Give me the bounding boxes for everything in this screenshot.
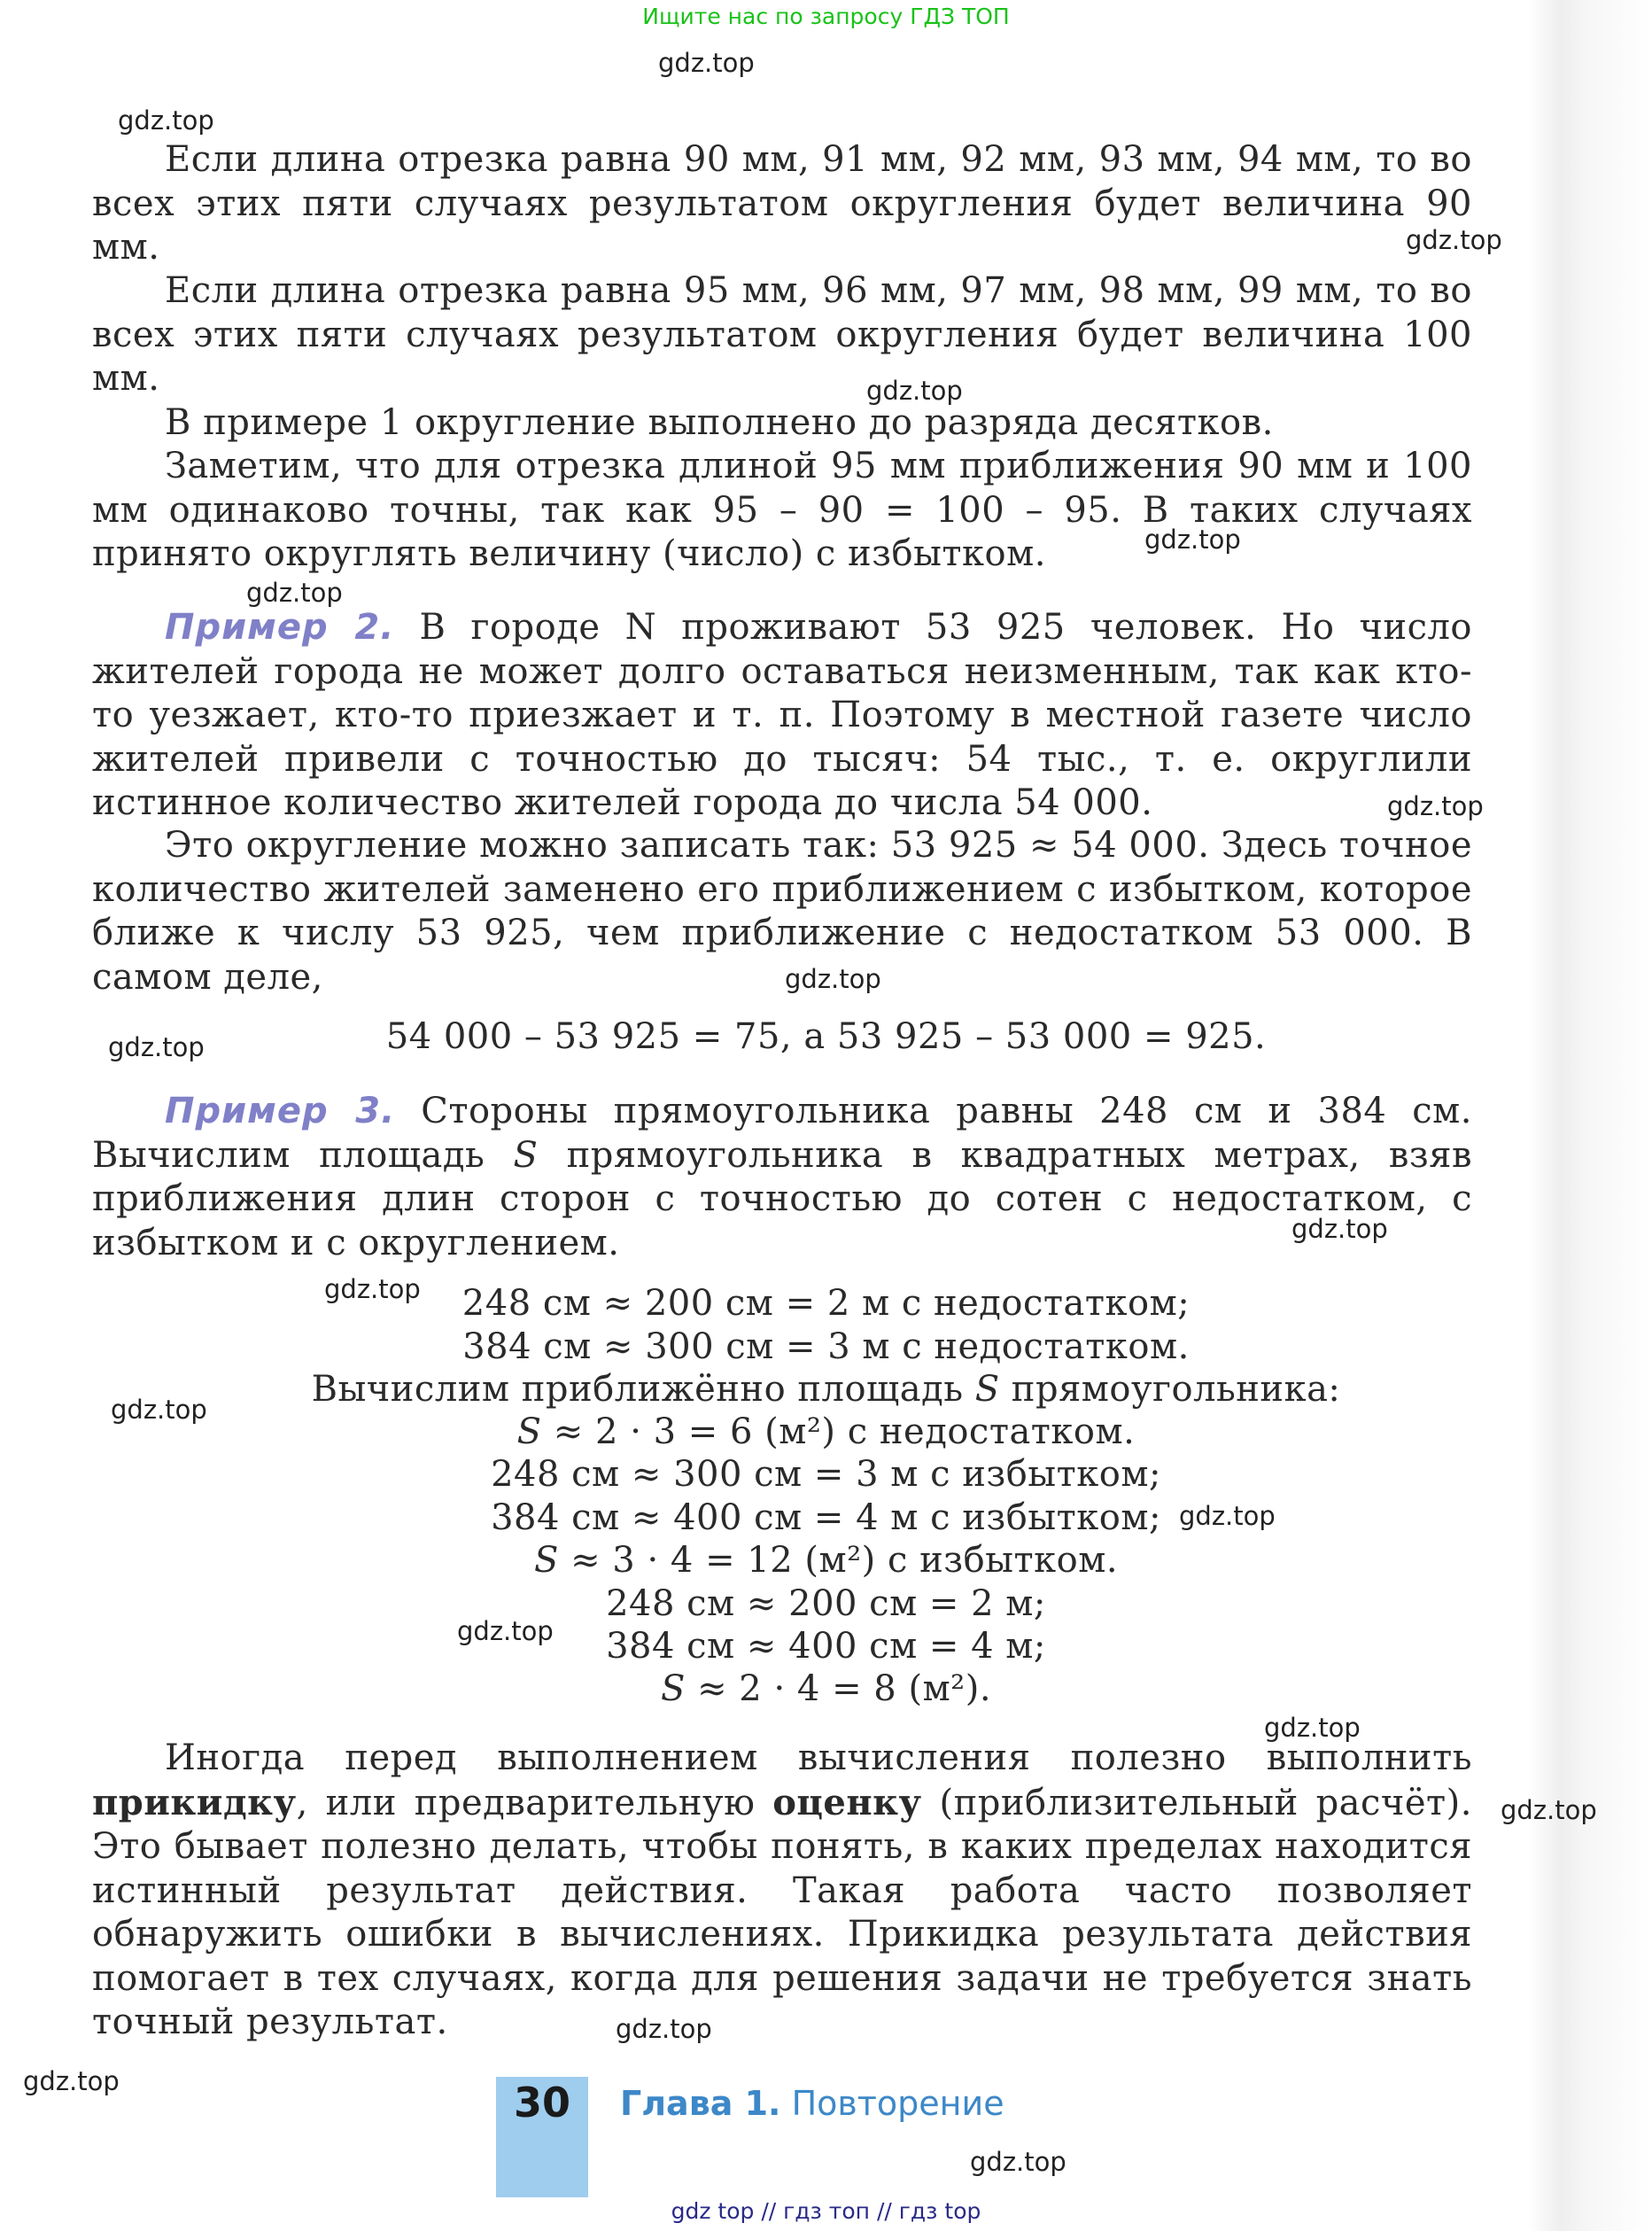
watermark: gdz.top [108, 1032, 205, 1062]
watermark: gdz.top [616, 2014, 712, 2044]
eq-line-7-b: ≈ 3 · 4 = 12 (м²) с избытком. [558, 1540, 1119, 1581]
eq-line-4-b: ≈ 2 · 3 = 6 (м²) с недостатком. [541, 1411, 1136, 1452]
eq-line-8: 248 см ≈ 200 см = 2 м; [606, 1583, 1046, 1624]
paragraph-example1-note: В примере 1 округление выполнено до разряда десятков. [165, 402, 1274, 443]
example-2 [92, 606, 1472, 826]
watermark: gdz.top [23, 2066, 120, 2096]
watermark: gdz.top [324, 1274, 421, 1304]
watermark: gdz.top [118, 105, 214, 136]
variable-s: S [516, 1411, 542, 1452]
watermark: gdz.top [785, 964, 881, 994]
paragraph-estimation [92, 1737, 1472, 2045]
variable-s: S [660, 1668, 686, 1709]
watermark: gdz.top [457, 1616, 554, 1646]
example-2-body: В городе N проживают 53 925 человек. Но число жителей города не может долго оставаться неизменным, так как кто-то уезжает, кто-то приезжает и т. п. Поэтому в местной газете число жителей привели с точностью до тысяч: 54 тыс., т. е. округлили истинное количество жителей города до числа 54 000. [92, 607, 1472, 823]
eq-line-2: 384 см ≈ 300 см = 3 м с недостатком. [462, 1326, 1190, 1367]
eq-line-3-a: Вычислим приближённо площадь [311, 1369, 975, 1410]
eq-line-10-b: ≈ 2 · 4 = 8 (м²). [685, 1668, 992, 1709]
watermark: gdz.top [1406, 225, 1502, 255]
watermark: gdz.top [866, 376, 963, 406]
watermark: gdz.top [1264, 1713, 1361, 1743]
term-prikidka: прикидку [92, 1781, 297, 1823]
paragraph-rounding-100: Если длина отрезка равна 95 мм, 96 мм, 97 мм, 98 мм, 99 мм, то во всех этих пяти случаях результатом округления будет величина 100 мм. [92, 270, 1472, 399]
watermark: gdz.top [1144, 525, 1241, 555]
watermark: gdz.top [1501, 1795, 1597, 1825]
example-3-body-b: прямоугольника в квадратных метрах, взяв приближения длин сторон с точностью до сотен с недостатком, с избытком и с округлением. [92, 1134, 1472, 1263]
page-number: 30 [513, 2079, 570, 2126]
watermark: gdz.top [111, 1395, 207, 1425]
example-3-body-a: Стороны прямоугольника равны 248 см и 384 см. Вычислим площадь [92, 1091, 1473, 1176]
watermark: gdz.top [658, 48, 755, 78]
example-2-label: Пример 2. [165, 607, 395, 648]
chapter-label: Глава 1. [620, 2084, 781, 2123]
estimation-c: , или предварительную [296, 1782, 773, 1823]
variable-s: S [974, 1369, 1000, 1410]
term-otsenka: оценку [772, 1781, 922, 1823]
eq-line-10 [0, 1667, 1652, 1710]
watermark: gdz.top [1179, 1501, 1276, 1531]
watermark: gdz.top [1387, 791, 1484, 821]
example-3 [92, 1090, 1472, 1265]
eq-line-9: 384 см ≈ 400 см = 4 м; [606, 1626, 1046, 1667]
chapter-title: Повторение [791, 2084, 1004, 2123]
eq-line-7 [0, 1539, 1652, 1582]
example-3-label: Пример 3. [165, 1091, 396, 1131]
estimation-a: Иногда перед выполнением вычисления полезно выполнить [165, 1737, 1472, 1778]
paragraph-equal-precision: Заметим, что для отрезка длиной 95 мм приближения 90 мм и 100 мм одинаково точны, так как 95 – 90 = 100 – 95. В таких случаях принято округлять величину (число) с избытком. [92, 446, 1472, 574]
variable-s: S [533, 1540, 559, 1581]
watermark: gdz.top [246, 578, 343, 608]
eq-line-5: 248 см ≈ 300 см = 3 м с избытком; [491, 1454, 1161, 1495]
chapter-heading [620, 2084, 1004, 2123]
paragraph-rounding-90: Если длина отрезка равна 90 мм, 91 мм, 92 мм, 93 мм, 94 мм, то во всех этих пяти случаях результатом округления будет величина 90 мм. [92, 139, 1472, 268]
paragraph-rounding-record: Это округление можно записать так: 53 925 ≈ 54 000. Здесь точное количество жителей заменено его приближением с избытком, которое ближе к числу 53 925, чем приближение с недостатком 53 000. В самом деле, [92, 825, 1472, 998]
eq-line-6: 384 см ≈ 400 см = 4 м с избытком; [491, 1497, 1161, 1538]
eq-line-3-b: прямоугольника: [999, 1369, 1341, 1410]
eq-line-1: 248 см ≈ 200 см = 2 м с недостатком; [461, 1283, 1191, 1324]
watermark: gdz.top [1291, 1214, 1388, 1244]
eq-line-3 [0, 1368, 1652, 1411]
eq-line-4 [0, 1411, 1652, 1453]
variable-s: S [513, 1134, 539, 1176]
estimation-d: (приблизительный расчёт). Это бывает полезно делать, чтобы понять, в каких пределах находится истинный результат действия. Такая работа часто позволяет обнаружить ошибки в вычислениях. Прикидка результата действия помогает в тех случаях, когда для решения задачи не требуется знать точный результат. [92, 1782, 1472, 2042]
bottom-links[interactable]: gdz top // гдз топ // гдз top [671, 2198, 981, 2224]
equation-differences: 54 000 – 53 925 = 75, а 53 925 – 53 000 = 925. [385, 1016, 1267, 1057]
search-hint-link[interactable]: Ищите нас по запросу ГДЗ ТОП [642, 4, 1010, 29]
watermark: gdz.top [970, 2147, 1066, 2177]
